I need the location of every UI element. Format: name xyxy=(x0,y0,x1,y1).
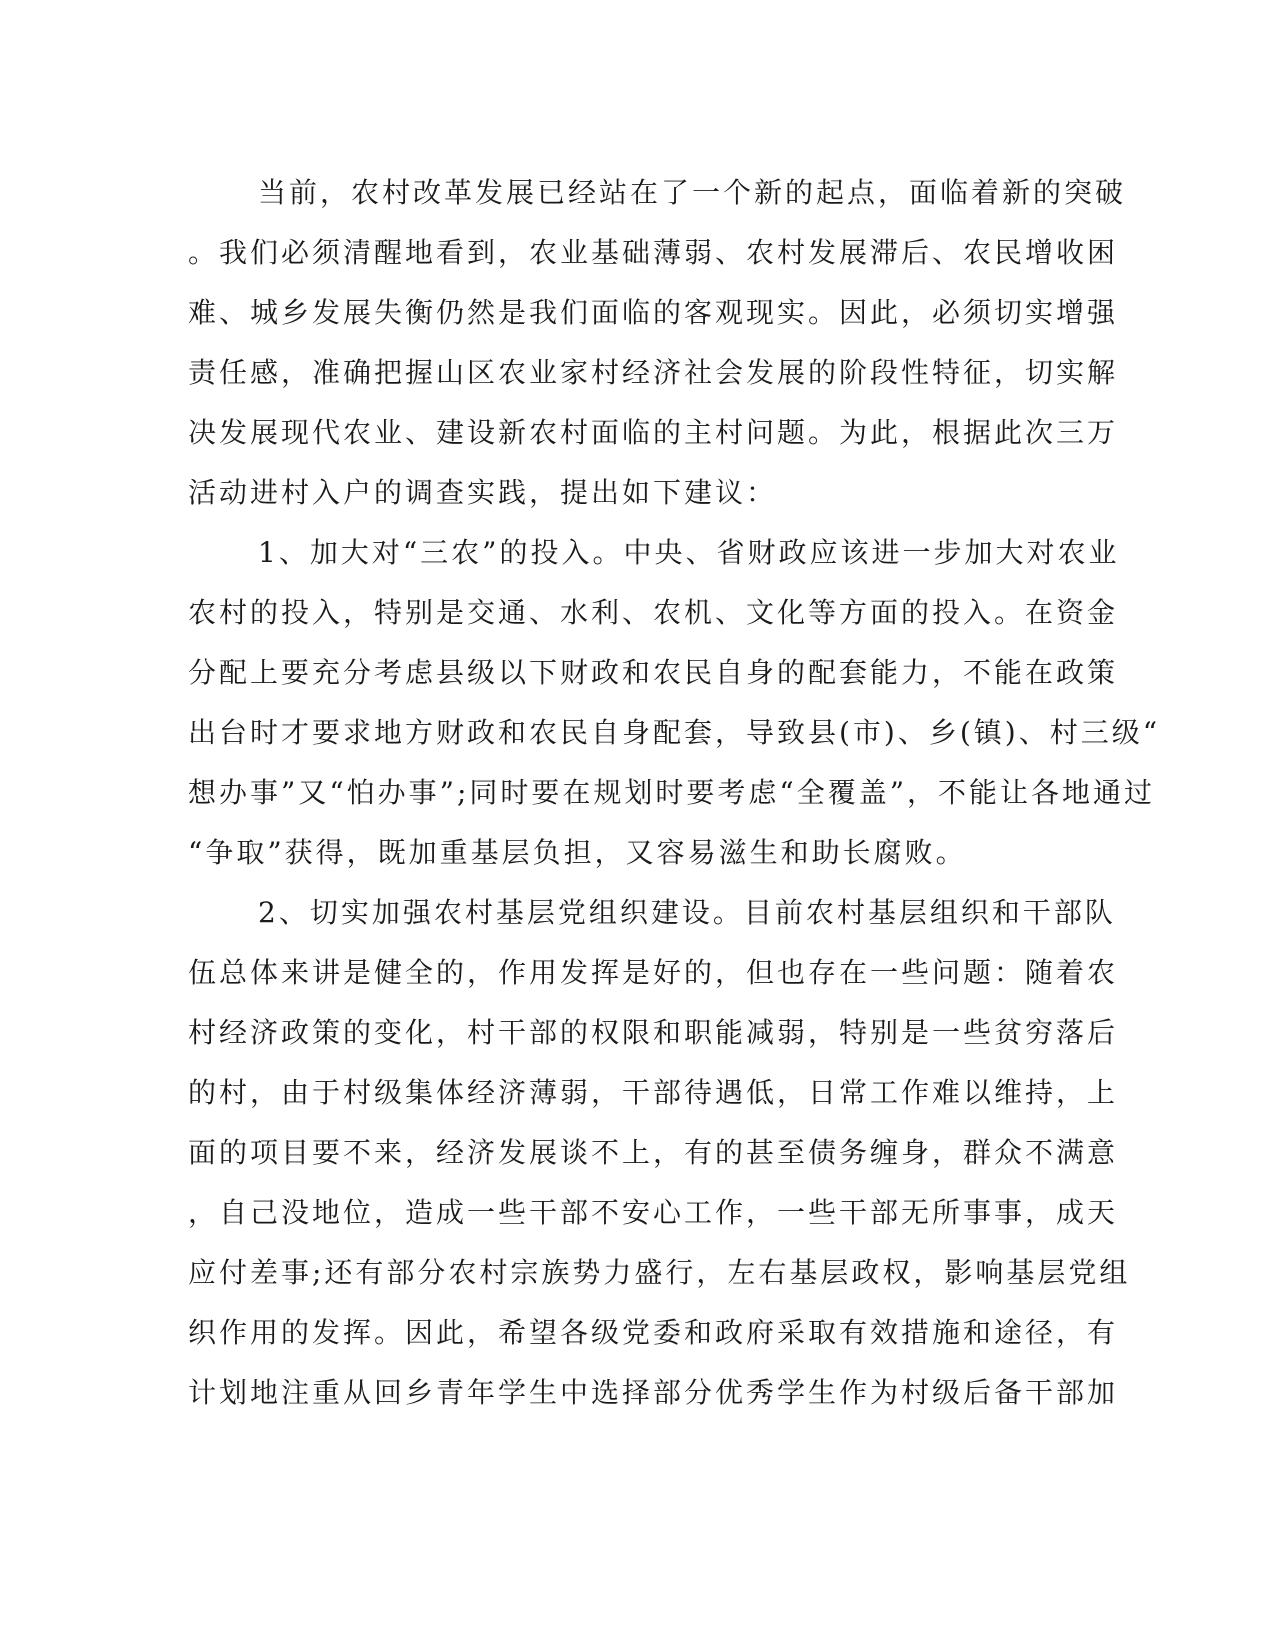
text-line: “争取”获得，既加重基层负担，又容易滋生和助长腐败。 xyxy=(188,836,967,869)
text-line: 应付差事;还有部分农村宗族势力盛行，左右基层政权，影响基层党组 xyxy=(188,1256,1131,1289)
paragraph-suggestion-2 xyxy=(188,883,1131,1423)
document-body xyxy=(188,163,1161,1423)
text-line: 决发展现代农业、建设新农村面临的主村问题。为此，根据此次三万 xyxy=(188,416,1119,449)
text-line: 难、城乡发展失衡仍然是我们面临的客观现实。因此，必须切实增强 xyxy=(188,296,1119,329)
text-line: 面的项目要不来，经济发展谈不上，有的甚至债务缠身，群众不满意 xyxy=(188,1136,1119,1169)
paragraph-suggestion-1 xyxy=(188,523,1161,883)
text-line: 。我们必须清醒地看到，农业基础薄弱、农村发展滞后、农民增收困 xyxy=(188,236,1119,269)
text-line: 责任感，准确把握山区农业家村经济社会发展的阶段性特征，切实解 xyxy=(188,356,1119,389)
text-line: 织作用的发挥。因此，希望各级党委和政府采取有效措施和途径，有 xyxy=(188,1316,1119,1349)
text-line: 2、切实加强农村基层党组织建设。目前农村基层组织和干部队 xyxy=(258,896,1116,929)
text-line: 农村的投入，特别是交通、水利、农机、文化等方面的投入。在资金 xyxy=(188,596,1119,629)
paragraph-intro xyxy=(188,163,1127,523)
text-line: 伍总体来讲是健全的，作用发挥是好的，但也存在一些问题：随着农 xyxy=(188,956,1119,989)
text-line: 的村，由于村级集体经济薄弱，干部待遇低，日常工作难以维持，上 xyxy=(188,1076,1119,1109)
text-line: 出台时才要求地方财政和农民自身配套，导致县(市)、乡(镇)、村三级“ xyxy=(188,716,1161,749)
text-line: 计划地注重从回乡青年学生中选择部分优秀学生作为村级后备干部加 xyxy=(188,1376,1119,1409)
text-line: 活动进村入户的调查实践，提出如下建议： xyxy=(188,476,778,509)
text-line: 村经济政策的变化，村干部的权限和职能减弱，特别是一些贫穷落后 xyxy=(188,1016,1119,1049)
text-line: 想办事”又“怕办事”;同时要在规划时要考虑“全覆盖”，不能让各地通过 xyxy=(188,776,1156,809)
text-line: ，自己没地位，造成一些干部不安心工作，一些干部无所事事，成天 xyxy=(188,1196,1119,1229)
text-line: 分配上要充分考虑县级以下财政和农民自身的配套能力，不能在政策 xyxy=(188,656,1119,689)
text-line: 当前，农村改革发展已经站在了一个新的起点，面临着新的突破 xyxy=(258,176,1127,209)
text-line: 1、加大对“三农”的投入。中央、省财政应该进一步加大对农业 xyxy=(258,536,1120,569)
